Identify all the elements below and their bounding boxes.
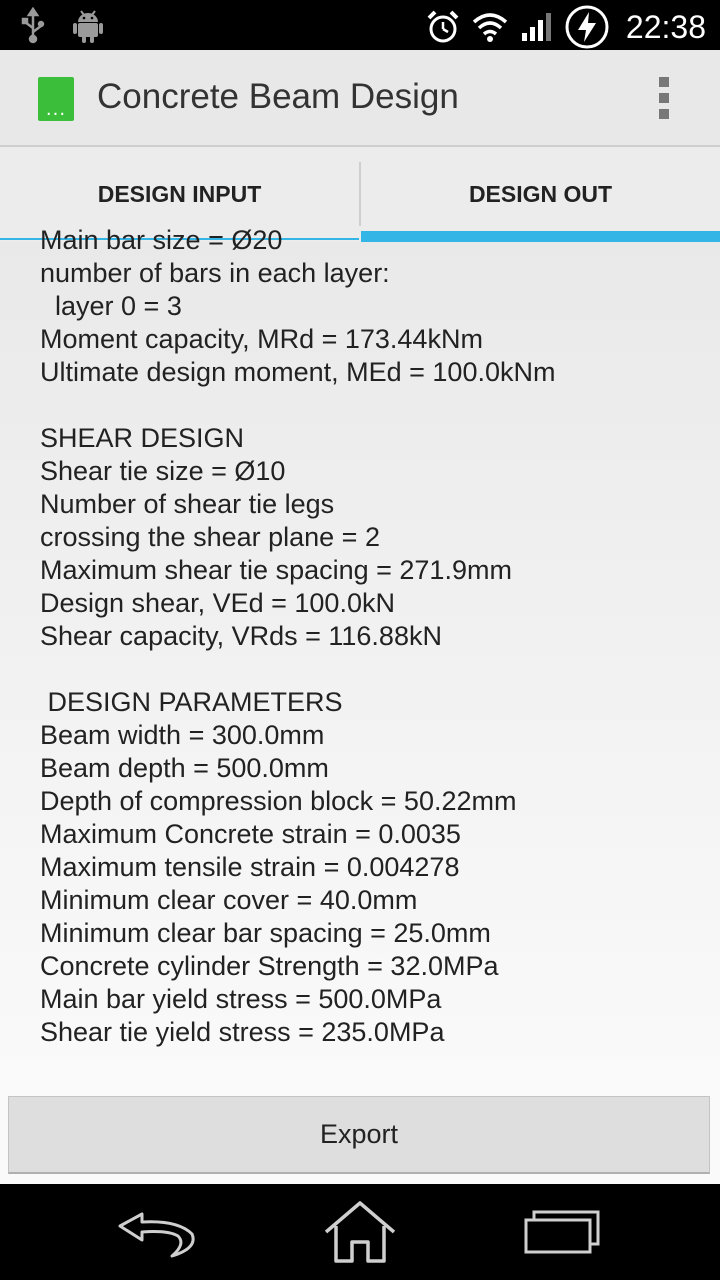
battery-charging-icon <box>564 4 610 50</box>
signal-icon <box>520 11 552 43</box>
android-icon <box>72 9 104 43</box>
output-line: number of bars in each layer: <box>40 258 390 288</box>
action-bar <box>0 50 720 147</box>
usb-icon <box>20 8 46 44</box>
output-line: Maximum Concrete strain = 0.0035 <box>40 819 461 849</box>
wifi-icon <box>472 11 508 43</box>
output-line: Main bar size = Ø20 <box>40 225 283 255</box>
status-bar <box>0 0 720 50</box>
output-line: Number of shear tie legs <box>40 489 335 519</box>
output-line: Maximum tensile strain = 0.004278 <box>40 852 460 882</box>
export-button[interactable]: Export <box>8 1096 710 1174</box>
output-line: layer 0 = 3 <box>40 291 182 321</box>
home-icon[interactable] <box>310 1198 410 1266</box>
output-line: Maximum shear tie spacing = 271.9mm <box>40 555 512 585</box>
recent-apps-icon[interactable] <box>512 1198 612 1266</box>
output-line: Ultimate design moment, MEd = 100.0kNm <box>40 357 556 387</box>
output-line: Minimum clear bar spacing = 25.0mm <box>40 918 491 948</box>
output-line: Concrete cylinder Strength = 32.0MPa <box>40 951 499 981</box>
output-line: Main bar yield stress = 500.0MPa <box>40 984 442 1014</box>
app-title: Concrete Beam Design <box>97 77 459 116</box>
output-line: Moment capacity, MRd = 173.44kNm <box>40 324 483 354</box>
app-icon[interactable] <box>38 77 74 121</box>
tab-design-out-label: DESIGN OUT <box>468 181 613 207</box>
status-time: 22:38 <box>625 8 706 45</box>
output-line: Shear capacity, VRds = 116.88kN <box>40 621 442 651</box>
output-line: Beam width = 300.0mm <box>40 720 325 750</box>
output-line: Beam depth = 500.0mm <box>40 753 329 783</box>
output-line: Shear tie size = Ø10 <box>40 456 286 486</box>
output-line: Minimum clear cover = 40.0mm <box>40 885 418 915</box>
output-line: Design shear, VEd = 100.0kN <box>40 588 395 618</box>
design-output-text <box>40 224 555 1049</box>
section-heading-shear: SHEAR DESIGN <box>40 423 245 453</box>
output-line: Depth of compression block = 50.22mm <box>40 786 517 816</box>
section-heading-parameters: DESIGN PARAMETERS <box>40 687 343 717</box>
design-output-scroll[interactable] <box>0 225 720 1084</box>
navigation-bar <box>0 1184 720 1280</box>
output-line <box>40 653 555 686</box>
output-line: crossing the shear plane = 2 <box>40 522 380 552</box>
output-line <box>40 389 555 422</box>
output-line: Shear tie yield stress = 235.0MPa <box>40 1017 445 1047</box>
app-icon-dots: ... <box>45 99 67 120</box>
overflow-menu-icon[interactable] <box>658 77 670 119</box>
back-icon[interactable] <box>108 1198 208 1266</box>
tab-design-input-label: DESIGN INPUT <box>97 181 262 207</box>
alarm-icon <box>426 9 460 45</box>
